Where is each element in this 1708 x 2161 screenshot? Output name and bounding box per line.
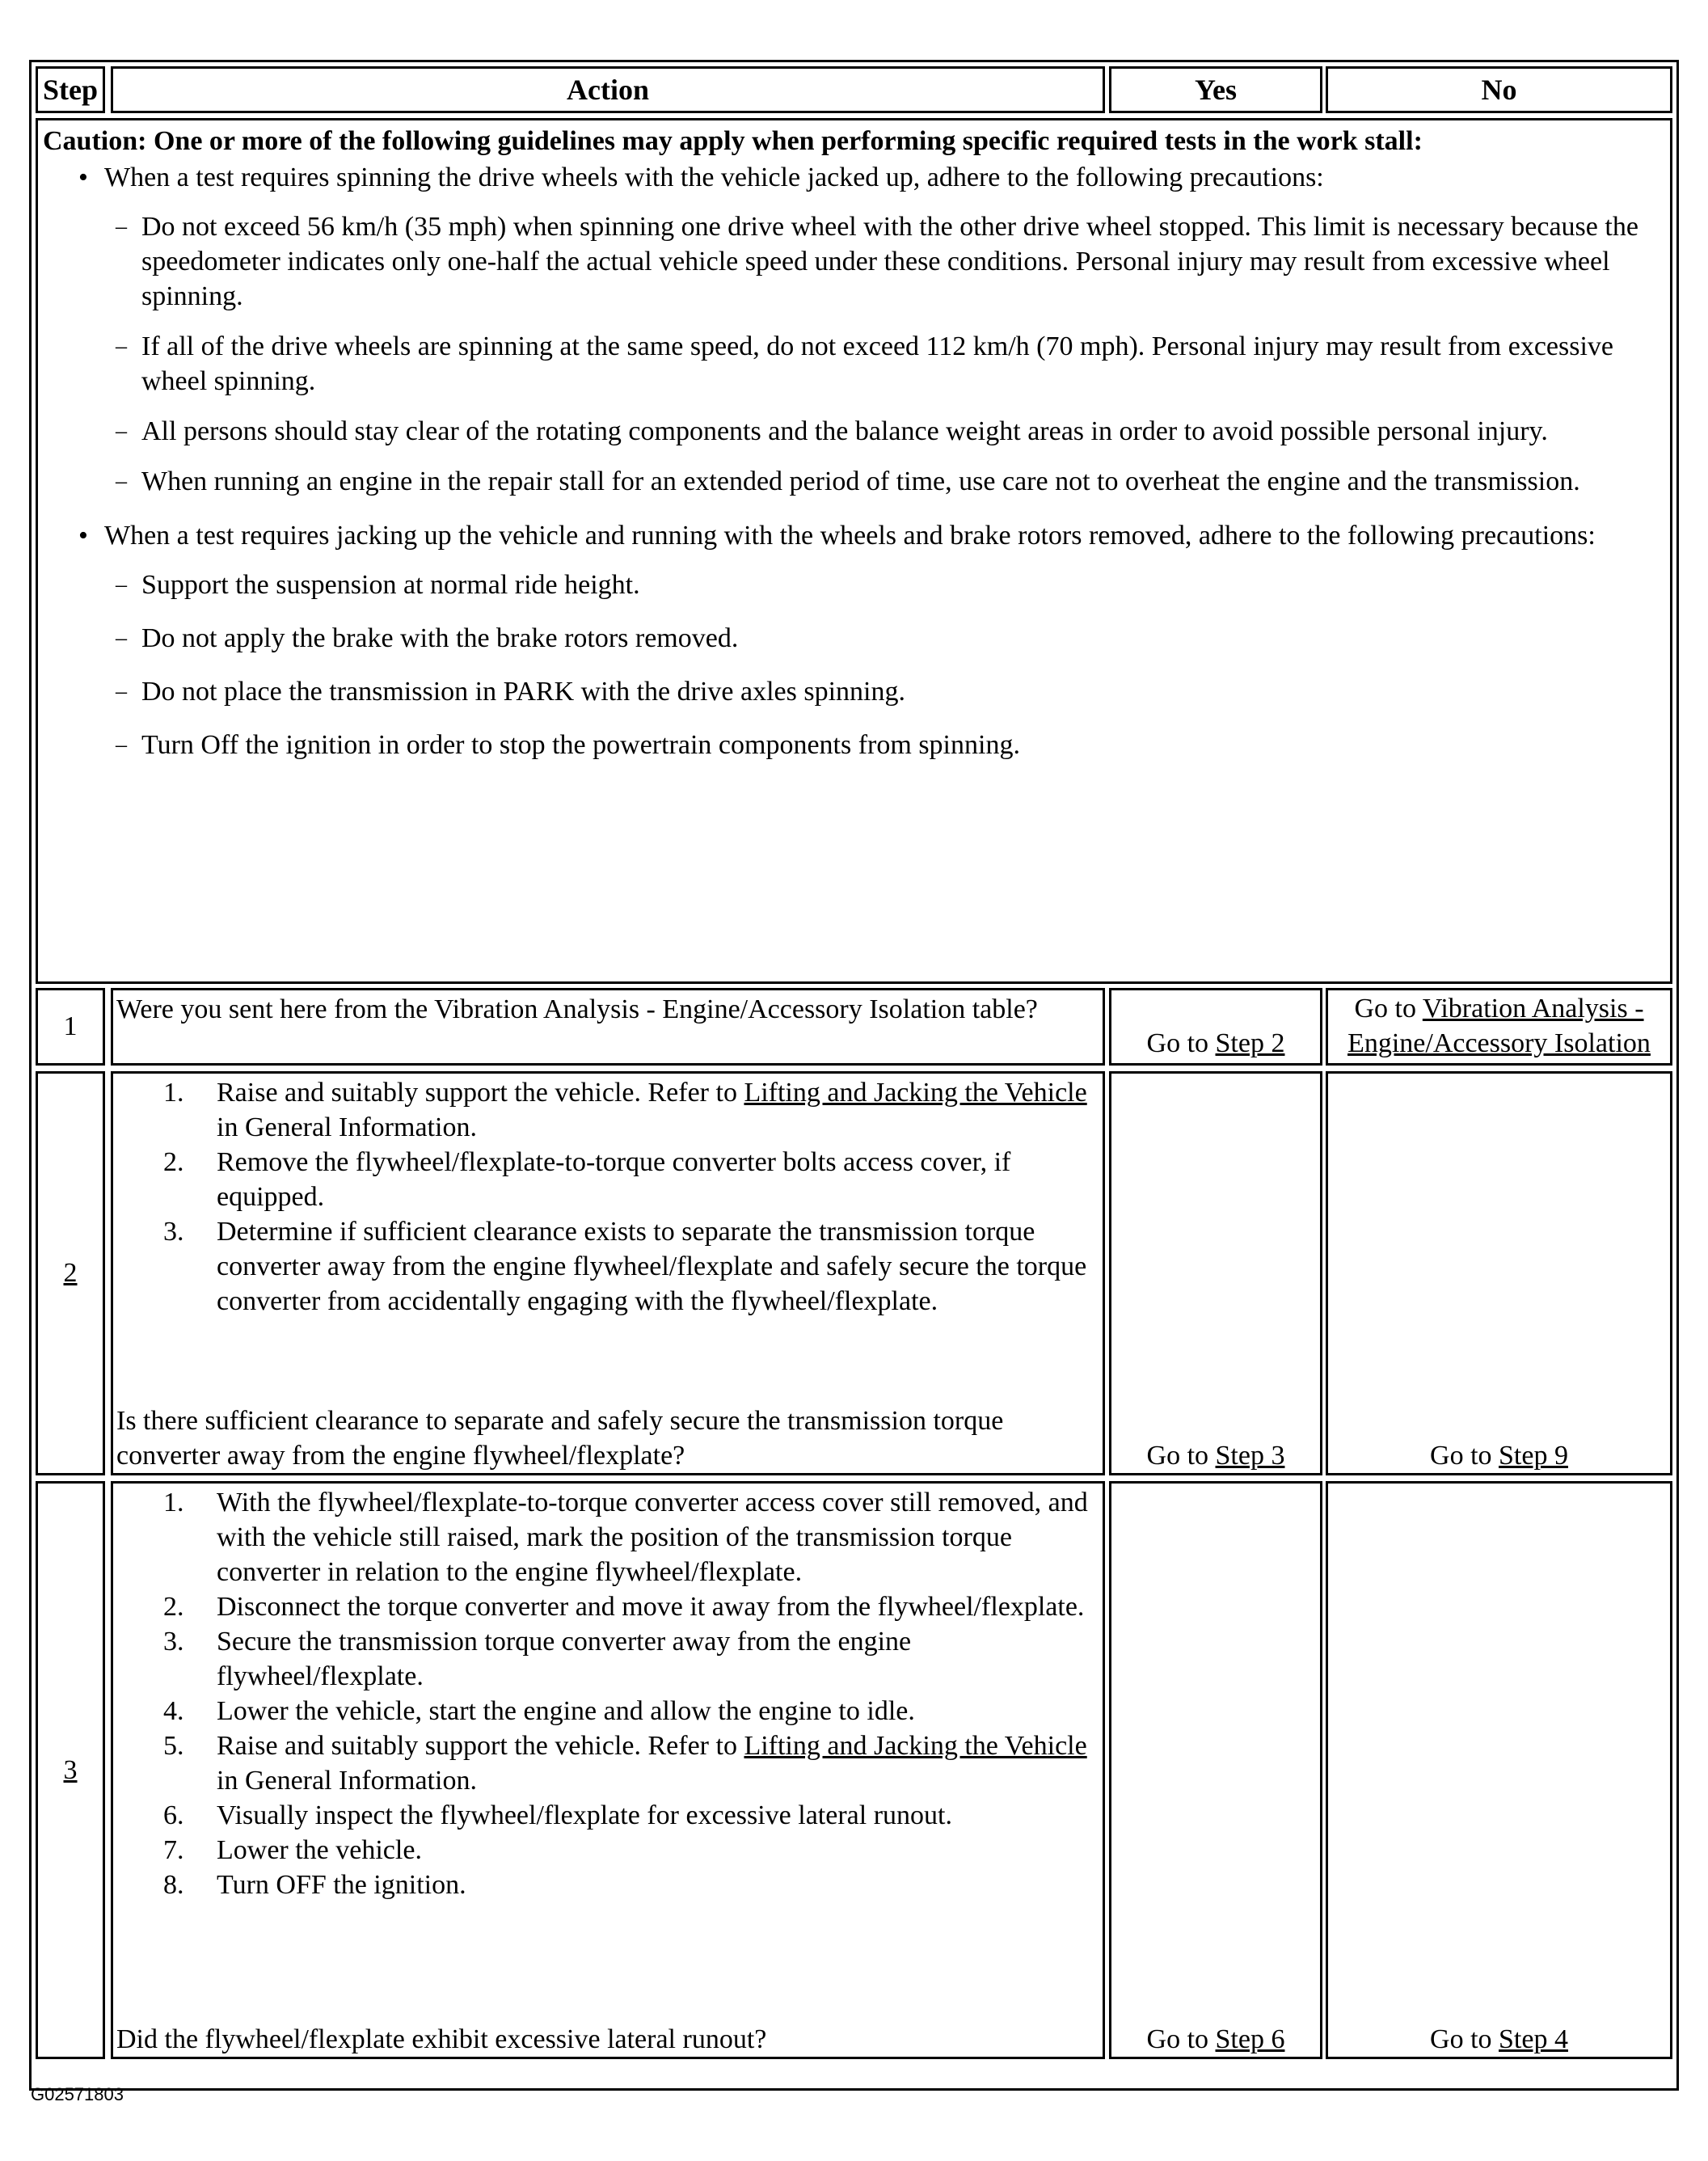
step-list <box>116 1075 1099 1319</box>
lifting-jacking-link[interactable]: Lifting and Jacking the Vehicle <box>744 1731 1087 1761</box>
yes-cell <box>1109 1071 1322 1475</box>
figure-code: G02571803 <box>31 2084 124 2104</box>
list-item <box>116 1728 1099 1798</box>
list-item <box>116 1075 1099 1145</box>
item-number: 8. <box>163 1870 184 1900</box>
yes-goto <box>1111 1438 1320 1473</box>
step-list <box>116 1485 1099 1902</box>
caution-block <box>36 118 1672 984</box>
action-cell <box>111 988 1105 1066</box>
no-cell <box>1326 988 1672 1066</box>
step-number <box>36 988 105 1066</box>
item-text: Turn OFF the ignition. <box>217 1870 466 1900</box>
step-9-link[interactable]: Step 9 <box>1499 1441 1568 1471</box>
header-action: Action <box>111 66 1105 113</box>
goto-prefix: Go to <box>1354 994 1423 1024</box>
caution-item: – Do not place the transmission in PARK with the drive axles spinning. <box>43 674 1665 709</box>
no-goto <box>1328 2022 1670 2057</box>
step-6-link[interactable]: Step 6 <box>1215 2024 1285 2054</box>
lifting-jacking-link[interactable]: Lifting and Jacking the Vehicle <box>744 1078 1087 1108</box>
list-item <box>116 1694 1099 1728</box>
header-step: Step <box>36 66 105 113</box>
list-item <box>116 1145 1099 1214</box>
caution-item: – All persons should stay clear of the rotating components and the balance weight areas in order to avoid possible personal injury. <box>43 414 1665 449</box>
vibration-analysis-link[interactable]: Vibration Analysis - <box>1422 994 1644 1024</box>
caution-item: – Turn Off the ignition in order to stop the powertrain components from spinning. <box>43 728 1665 762</box>
action-cell <box>111 1481 1105 2059</box>
goto-prefix: Go to <box>1430 2024 1499 2054</box>
list-item <box>116 1868 1099 1902</box>
item-text: Lower the vehicle, start the engine and allow the engine to idle. <box>217 1696 915 1726</box>
item-text: With the flywheel/flexplate-to-torque converter access cover still removed, and with the vehicle still raised, mark the position of the transmission torque converter in relation to the engine flywheel/flexplate. <box>217 1488 1088 1587</box>
action-question: Is there sufficient clearance to separate and safely secure the transmission torque converter away from the engine flywheel/flexplate? <box>116 1406 1004 1471</box>
list-item <box>116 1485 1099 1589</box>
action-cell <box>111 1071 1105 1475</box>
step-number-text: 1 <box>63 1011 78 1041</box>
yes-goto <box>1111 2022 1320 2057</box>
item-text: Determine if sufficient clearance exists to separate the transmission torque converter away from the engine flywheel/flexplate and safely secure the torque converter from accidentally engaging with the flywheel/flexplate. <box>217 1217 1087 1316</box>
item-text: in General Information. <box>217 1112 477 1142</box>
no-cell <box>1326 1071 1672 1475</box>
step-2-link[interactable]: Step 2 <box>1215 1028 1285 1058</box>
item-number: 2. <box>163 1147 184 1177</box>
no-goto <box>1328 1438 1670 1473</box>
item-text: Secure the transmission torque converter away from the engine flywheel/flexplate. <box>217 1627 912 1691</box>
list-item <box>116 1798 1099 1833</box>
caution-item: – Support the suspension at normal ride height. <box>43 568 1665 602</box>
item-number: 7. <box>163 1835 184 1865</box>
item-text: Raise and suitably support the vehicle. Refer to <box>217 1078 744 1108</box>
action-question: Did the flywheel/flexplate exhibit excessive lateral runout? <box>116 2024 767 2054</box>
caution-item: – Do not exceed 56 km/h (35 mph) when spinning one drive wheel with the other drive wheel stopped. This limit is necessary because the speedometer indicates only one-half the actual vehicle speed under these conditions. Personal injury may result from excessive wheel spinning. <box>43 209 1665 314</box>
step-3-link[interactable]: Step 3 <box>1215 1441 1285 1471</box>
yes-cell <box>1109 1481 1322 2059</box>
caution-item: – Do not apply the brake with the brake rotors removed. <box>43 621 1665 656</box>
item-text: Lower the vehicle. <box>217 1835 422 1865</box>
item-number: 2. <box>163 1592 184 1622</box>
item-text: in General Information. <box>217 1766 477 1796</box>
step-4-link[interactable]: Step 4 <box>1499 2024 1568 2054</box>
item-number: 5. <box>163 1731 184 1761</box>
yes-cell <box>1109 988 1322 1066</box>
no-goto <box>1328 991 1670 1061</box>
item-text: Raise and suitably support the vehicle. Refer to <box>217 1731 744 1761</box>
caution-bullet: • When a test requires jacking up the vehicle and running with the wheels and brake rotors removed, adhere to the following precautions: <box>43 518 1665 553</box>
list-item <box>116 1214 1099 1319</box>
header-no: No <box>1326 66 1672 113</box>
no-cell <box>1326 1481 1672 2059</box>
vibration-analysis-link-cont[interactable]: Engine/Accessory Isolation <box>1347 1028 1651 1058</box>
step-number[interactable] <box>36 1481 105 2059</box>
caution-item: – When running an engine in the repair stall for an extended period of time, use care not to overheat the engine and the transmission. <box>43 464 1665 499</box>
item-text: Disconnect the torque converter and move it away from the flywheel/flexplate. <box>217 1592 1085 1622</box>
list-item <box>116 1624 1099 1694</box>
step-2-anchor-link[interactable]: 2 <box>63 1258 78 1288</box>
item-number: 4. <box>163 1696 184 1726</box>
list-item <box>116 1589 1099 1624</box>
list-item <box>116 1833 1099 1868</box>
yes-goto <box>1111 1026 1320 1061</box>
item-number: 3. <box>163 1217 184 1247</box>
goto-prefix: Go to <box>1146 1028 1216 1058</box>
item-number: 1. <box>163 1488 184 1517</box>
caution-item: – If all of the drive wheels are spinning at the same speed, do not exceed 112 km/h (70 mph). Personal injury may result from excessive wheel spinning. <box>43 329 1665 399</box>
action-question: Were you sent here from the Vibration Analysis - Engine/Accessory Isolation table? <box>116 994 1038 1024</box>
item-number: 6. <box>163 1800 184 1830</box>
item-number: 1. <box>163 1078 184 1108</box>
caution-bullet: • When a test requires spinning the drive wheels with the vehicle jacked up, adhere to the following precautions: <box>43 160 1665 195</box>
goto-prefix: Go to <box>1146 1441 1216 1471</box>
goto-prefix: Go to <box>1146 2024 1216 2054</box>
header-yes: Yes <box>1109 66 1322 113</box>
step-number[interactable] <box>36 1071 105 1475</box>
goto-prefix: Go to <box>1430 1441 1499 1471</box>
caution-title: Caution: One or more of the following guidelines may apply when performing specific required tests in the work stall: <box>43 126 1423 156</box>
item-text: Visually inspect the flywheel/flexplate for excessive lateral runout. <box>217 1800 952 1830</box>
step-3-anchor-link[interactable]: 3 <box>63 1754 78 1785</box>
item-number: 3. <box>163 1627 184 1657</box>
item-text: Remove the flywheel/flexplate-to-torque converter bolts access cover, if equipped. <box>217 1147 1011 1212</box>
